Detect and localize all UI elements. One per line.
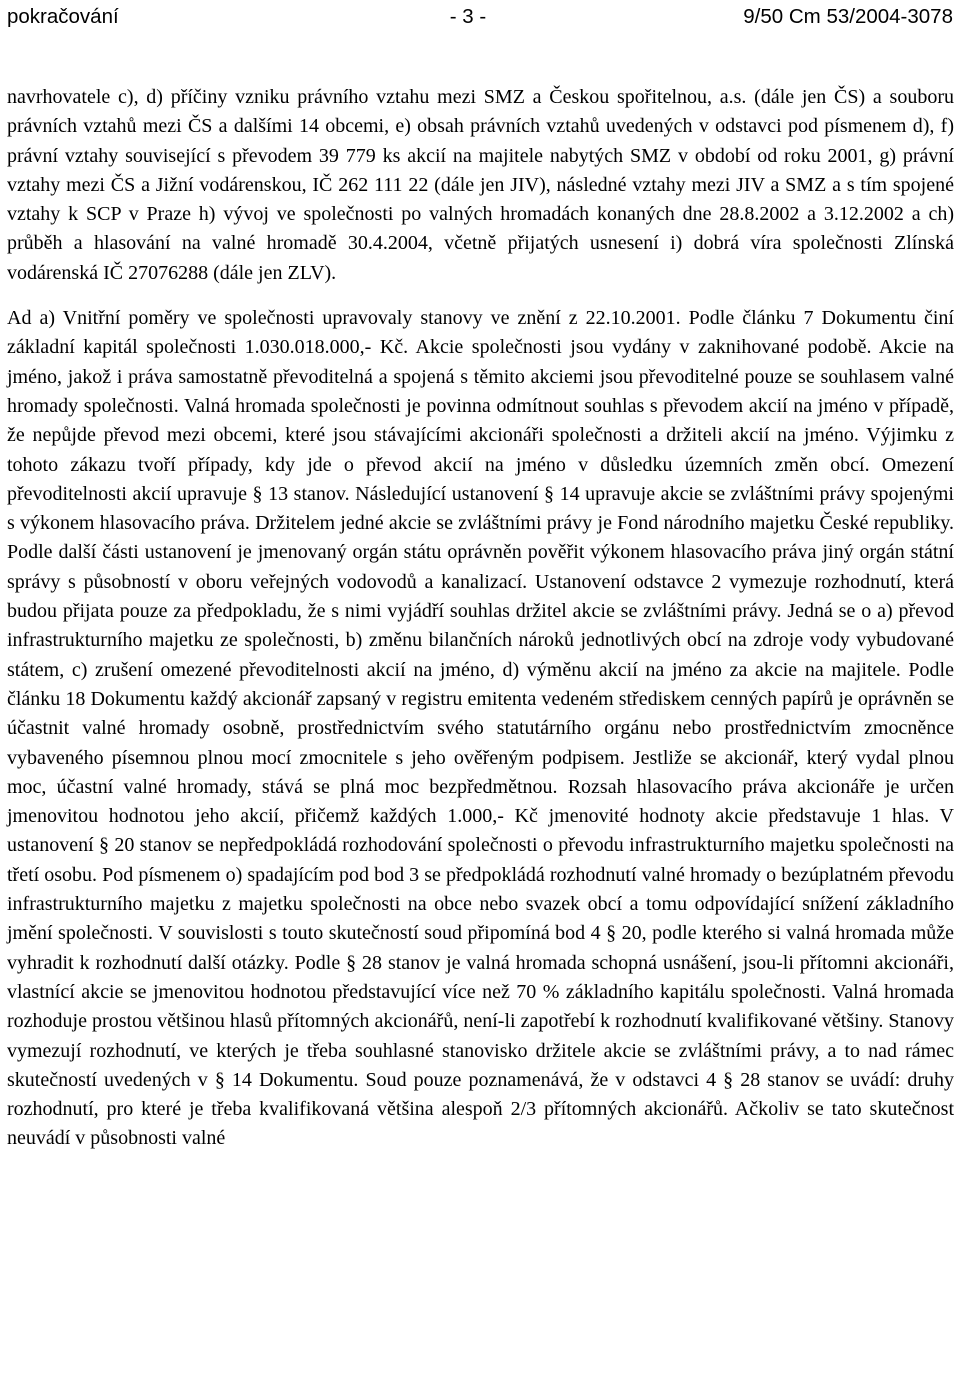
header-case-number: 9/50 Cm 53/2004-3078 <box>743 5 953 28</box>
header-continuation-label: pokračování <box>7 5 119 28</box>
page-header <box>7 2 953 32</box>
header-page-number: - 3 - <box>449 5 487 28</box>
paragraph-2: Ad a) Vnitřní poměry ve společnosti upravovaly stanovy ve znění z 22.10.2001. Podle článku 7 Dokumentu činí základní kapitál společnosti 1.030.018.000,- Kč. Akcie společnosti jsou vydány v zaknihované podobě. Akcie na jméno, jakož i práva samostatně převoditelná a spojená s těmito akciemi jsou převoditelné pouze se souhlasem valné hromady společnosti. Valná hromada společnosti je povinna odmítnout souhlas s převodem akcií na jméno v případě, že nepůjde převod mezi obcemi, které jsou stávajícími akcionáři společnosti a držiteli akcií na jméno. Výjimku z tohoto zákazu tvoří případy, kdy jde o převod akcií na jméno v důsledku územních změn obcí. Omezení převoditelnosti akcií upravuje § 13 stanov. Následující ustanovení § 14 upravuje akcie se zvláštními právy spojenými s výkonem hlasovacího práva. Držitelem jedné akcie se zvláštními právy je Fond národního majetku České republiky. Podle další části ustanovení je jmenovaný orgán státu oprávněn pověřit výkonem hlasovacího práva jiný orgán státní správy s působností v oboru veřejných vodovodů a kanalizací. Ustanovení odstavce 2 vymezuje rozhodnutí, která budou přijata pouze za předpokladu, že s nimi vyjádří souhlas držitel akcie se zvláštními právy. Jedná se o a) převod infrastrukturního majetku ze společnosti, b) změnu bilančních nároků jednotlivých obcí na zdroje vody vybudované státem, c) zrušení omezené převoditelnosti akcií na jméno, d) výměnu akcií na jméno za akcie na majitele. Podle článku 18 Dokumentu každý akcionář zapsaný v registru emitenta vedeném střediskem cenných papírů je oprávněn se účastnit valné hromady osobně, prostřednictvím svého statutárního orgánu nebo prostřednictvím zmocněnce vybaveného písemnou plnou mocí zmocnitele s jeho ověřeným podpisem. Jestliže se akcionář, který vydal plnou moc, účastní valné hromady, stává se plná moc bezpředmětnou. Rozsah hlasovacího práva akcionáře je určen jmenovitou hodnotou jeho akcií, přičemž každých 1.000,- Kč jmenovité hodnoty akcie představuje 1 hlas. V ustanovení § 20 stanov se nepředpokládá rozhodování společnosti o převodu infrastrukturního majetku společnosti na třetí osobu. Pod písmenem o) spadajícím pod bod 3 se předpokládá rozhodnutí valné hromady o bezúplatném převodu infrastrukturního majetku z majetku společnosti na obce nebo svazek obcí a tomu odpovídající snížení základního jmění společnosti. V souvislosti s touto skutečností soud připomíná bod 4 § 20, podle kterého si valná hromada může vyhradit k rozhodnutí další otázky. Podle § 28 stanov je valná hromada schopná usnášení, jsou-li přítomni akcionáři, vlastnící akcie se jmenovitou hodnotou představující více než 70 % základního kapitálu společnosti. Valná hromada rozhoduje prostou většinou hlasů přítomných akcionářů, není-li zapotřebí k rozhodnutí kvalifikované většiny. Stanovy vymezují rozhodnutí, ve kterých je třeba souhlasné stanovisko držitele akcie se zvláštními právy, a to nad rámec skutečností uvedených v § 14 Dokumentu. Soud pouze poznamenává, že v odstavci 4 § 28 stanov se uvádí: druhy rozhodnutí, pro které je třeba kvalifikovaná většina alespoň 2/3 přítomných akcionářů. Ačkoliv se tato skutečnost neuvádí v působnosti valné <box>7 307 954 1150</box>
document-body <box>7 83 954 1154</box>
paragraph-1: navrhovatele c), d) příčiny vzniku právního vztahu mezi SMZ a Českou spořitelnou, a.s. (dále jen ČS) a souboru právních vztahů mezi ČS a dalšími 14 obcemi, e) obsah právních vztahů uvedených v odstavci pod písmenem d), f) právní vztahy související s převodem 39 779 ks akcií na majitele nabytých SMZ v období od roku 2001, g) právní vztahy mezi ČS a Jižní vodárenskou, IČ 262 111 22 (dále jen JIV), následné vztahy mezi JIV a SMZ a s tím spojené vztahy k SCP v Praze h) vývoj ve společnosti po valných hromadách konaných dne 28.8.2002 a 3.12.2002 a ch) průběh a hlasování na valné hromadě 30.4.2004, včetně přijatých usnesení i) dobrá víra společnosti Zlínská vodárenská IČ 27076288 (dále jen ZLV). <box>7 86 954 284</box>
